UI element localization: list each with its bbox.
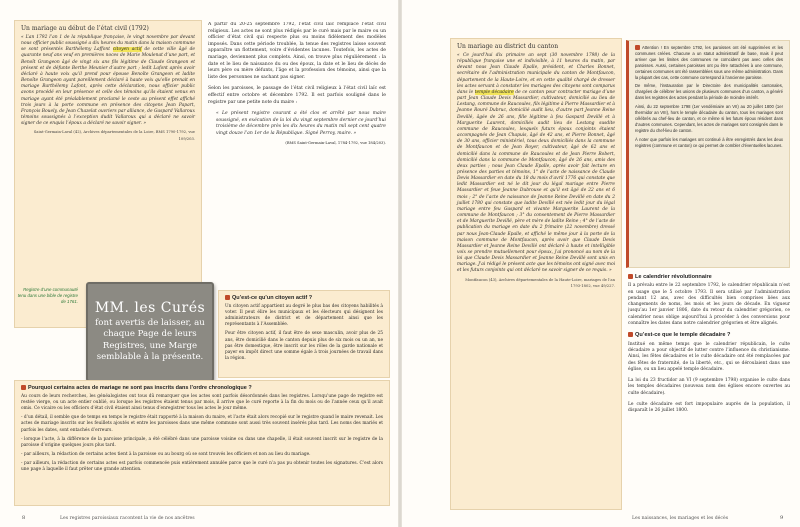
marriage-1792-source: Saint-Germain-Laval (42), Archives départementales de la Loire, BMS 1790-1792, vue 109/203. (33, 130, 195, 141)
paragraph: À noter que parfois les mariages ont continué à être enregistrés dans les deux registres (commune et canton) ce qui permet de combler d’éventuelles lacunes. (635, 136, 783, 148)
temple-title: Qu’est-ce que le temple décadaire ? (628, 332, 790, 338)
page-number-right: 9 (780, 515, 784, 521)
registry-engraving (86, 282, 214, 382)
engraving-text: font avertis de laisser, au chaque Page de leurs Registres, une Marge semblable à la présente. (95, 317, 205, 362)
chronological-order-box (14, 380, 390, 506)
paragraph: Un citoyen actif appartient au degré le plus bas des citoyens habilités à voter. Il peut élire les municipaux et les électeurs qui désignent les administrateurs de district et de département ainsi que les représentants à l’Assemblée. (225, 304, 383, 328)
chronological-order-title: Pourquoi certains actes de mariage ne sont pas inscrits dans l’ordre chronologique ? (21, 385, 383, 391)
registry-quote: « Le présent registre courant a été clos et arrêté par nous maire soussigné, en exécution de la loi du vingt septembre dernier ce jourd’hui troisième de décembre près les dix heures du matin mil sept cent quatre vingt douze l’an 1er de la République. Signé Perroy, maire. » (216, 111, 386, 136)
bullet-icon (628, 332, 633, 337)
paragraph: Selon les paroisses, le passage de l’état civil religieux à l’état civil laïc est effectif entre octobre et décembre 1792. Il est parfois souligné dans le registre par une petite note du maire : (208, 86, 386, 105)
attention-note (626, 40, 790, 268)
paragraph: Au cours de leurs recherches, les généalogistes ont tous dû remarquer que les actes sont parfois désordonnés dans les registres. Lorsqu’une page de registre est restée vierge, ou un acte entier oublié, ou lorsque les registres étaient tenus par mois, il arrive que le curé reporte à la fin du mois ou de l’année ceux qu’il avait omis. Ce vicaire ou les officiers d’état civil étaient ainsi tenus d’enregistrer tous les actes le jour même. (21, 394, 383, 412)
paragraph: La loi du 23 fructidor an VI (9 septembre 1798) organise le culte dans les temples décadaires (nouveau nom des églises encore ouvertes au culte décadaire). (628, 378, 790, 396)
registry-quote-source: (BMS Saint-Germain-Laval, 1784-1792, vue 184/203). (285, 140, 386, 145)
paragraph: De même, l’instauration par le Directoire des municipalités cantonales, chargées de célébrer les unions de plusieurs communes d’un canton, a généré dans les registres des actes pendant la période de moindre intérêt. (635, 83, 783, 101)
paragraph: - par ailleurs, la rédaction de certains actes est parfois commencée puis entièrement annulée parce que le curé n’a pas pu obtenir toutes les signatures. C’est alors une page à laquelle il faut prêter une grande attention. (21, 460, 383, 473)
warning-icon (635, 45, 640, 50)
right-text-column (628, 272, 790, 510)
bullet-icon (628, 274, 633, 279)
citoyen-actif-title: Qu’est-ce qu’un citoyen actif ? (225, 295, 383, 301)
marriage-canton-box (450, 38, 622, 510)
marriage-1792-text: « L’an 1792 l’an 1 de la république française, le vingt novembre par devant nous officier public soussigné a dix heures du matin dans la maison commune se sont présentés Barthélemy Laffont citoyen actif de cette ville âgé de quarante neuf ans veuf en premières noces de Marie Moulenat d’une part, et Benoît Grangeon âgé de vingt six ans fils légitime de Claude Grangeon et présent et de défunte Berthe Meunier d’autre part ; ledit Lafont après avoir déclaré à haute voix qu’il prend pour épouse Benoîte Grangeon et ladite Benoîte Grangeon ayant pareillement déclaré à haute voix qu’elle prenait en mariage Barthélemy Lafont, après cette déclaration, nous officier public avons procédé en leur présence et celle des témoins qu’ils étaient venus en mariage ayant été préalablement proclamé le ceste au présent effet affiché trois jours à la porte commune en présence des citoyens Jean Papart, François Bouely, de Jean Chazelat ouvriers par alliance, de Gaspard Vallaroux témoins soussignés à l’exception dudit Vallaroux qui a déclaré ne savoir signer de ce enquis l’époux a déclaré ne savoir signer. » (21, 35, 196, 127)
running-footer-left: Les registres paroissiaux racontent la vie de nos ancêtres (60, 516, 195, 521)
paragraph: Le culte décadaire est fort impopulaire auprès de la population, il disparaît le 26 juillet 1800. (628, 402, 790, 414)
paragraph: - d’un détail, il semble que de temps en temps le registre était rapporté à la maison du maire, et l’acte était alors recopié sur le registre quand le maire revenait. Les actes de mariage inscrits sur les feuillets ajoutés et entre les paroisses dans une même commune sont aussi très souvent insérés plus tard. Les noms des mariés et parfois les dates, sont entachés d’erreurs. (21, 415, 383, 433)
marriage-canton-title: Un mariage au district du canton (457, 43, 559, 50)
paragraph: À partir du 20-25 septembre 1792, l’état civil laïc remplace l’état civil religieux. Les actes ne sont plus rédigés par le curé mais par le maire ou un officier d’état civil qui respecte plus ou moins fidèlement des modèles imposés. Dans cette période troublée, la tenue des registres laisse souvent apparaître un flottement, voire d’évidentes lacunes. Toutefois, les actes de mariage, deviennent plus complets. Ainsi, on trouve plus régulièrement : la date et le lieu de naissance du ou des époux, la date et le lieu de décès de leurs père ou mère défunts, l’âge et la profession des témoins, ainsi que la liste des personnes ne sachant pas signer. (208, 22, 386, 80)
calendar-title: Le calendrier révolutionnaire (628, 274, 790, 280)
right-page (402, 0, 800, 527)
marriage-canton-source: Montfaucon (43), Archives départementales de la Haute-Loire, mariages de l’an 1793-1802, vue 49/227. (465, 277, 615, 288)
highlighted-term: citoyen actif (112, 47, 142, 53)
paragraph: Ainsi, du 22 septembre 1798 (1er vendémiaire an VII) au 20 juillet 1800 (1er thermidor an VIII), hors le temple décadaire du canton, tous les mariages sont célébrés au chef-lieu de canton, et ce même si les futurs époux résident dans d’autres communes. Cependant, les actes de mariages sont consignés dans le registre du chef-lieu de canton. (635, 104, 783, 133)
engraving-caption: Registre d’une communauté tenu dans une bible de registre de 1761. (17, 287, 78, 304)
paragraph: Il a prévalu entre le 22 septembre 1792, le calendrier républicain n’est en usage que le 5 octobre 1793. Il sera utilisé par l’administration pendant 12 ans, avec des difficultés bien comprises liées aux changements de noms, les mois et les jours de décade. En vigueur jusqu’au 1er janvier 1806, date du retour du calendrier grégorien, ce calendrier nous oblige aujourd’hui à procéder à des conversions pour connaître les dates dans notre calendrier grégorien et être alignés. (628, 283, 790, 327)
left-page (0, 0, 398, 527)
page-number-left: 8 (22, 515, 26, 521)
paragraph: Pour être citoyen actif, il faut être de sexe masculin, avoir plus de 25 ans, être domicilié dans le canton depuis plus de six mois ou un an, ne pas être domestique, être inscrit sur les rôles de la garde nationale et payer en impôt direct une somme égale à trois journées de travail dans la région. (225, 331, 383, 361)
engraving-title: MM. les Curés (94, 299, 206, 316)
paragraph: Attention ! En septembre 1792, les paroisses ont été supprimées et les communes créées. Chacune a un statut administratif de base, mais il peut arriver que les limites des communes ne coïncident pas avec celles des paroisses. Aussi, certaines paroisses ont pu être rattachées à une commune, certaines communes ont été rassemblées sous une même administration. Dans la plupart des cas, cette commune correspond à l’ancienne paroisse. (635, 45, 783, 80)
bullet-icon (21, 385, 26, 390)
paragraph: - par ailleurs, la rédaction de certains actes tient à la paroisse ou au bourg où se sont trouvés les officiers et non au lieu du mariage. (21, 451, 311, 457)
marriage-canton-text: « Ce jourd’hui dix primaire an sept (30 novembre 1798) de la république française une et indivisible, à 11 heures du matin, par devant nous Jean Claude Epalle, président, et Charles Bonnet, secrétaire de l’administration municipale du canton de Montfaucon, département de la Haute-Loire, et en cette qualité chargé de dresser les actes servant à constater les mariages des citoyens sont comparus dans le temple décadaire de ce canton pour contracter mariage d’une part Jean Claude Devis Massardier, cultivateur, domicilié au lieu de Lestang, commune de Raucoules, fils légitime à Pierre Massardier et à Jeanne Rouré Dubruc, domicilié audit lieu, d’autre part Jeanne Reine Devillé, âgée de 26 ans, fille légitime à feu Gaspard Devillé et à Marguerite Laurent, domiciliés audit lieu de Lestang susdite commune de Raucoules, lesquels futurs époux conjoints étaient accompagnés de Jean Chapuis, âgé de 42 ans, et Pierre Bonnet, âgé de 30 ans, officier ministériel, tous deux domiciliés dans la commune de Montfaucon et de Jean Royer, cultivateur, âgé de 62 ans et domicilié dans la commune de Raucoules et de Jean Pierre Robert, domicilié dans la commune de Montfaucon, âgé de 26 ans, amis des deux parties ; nous Jean Claude Epalle, après avoir fait lecture en présence des parties et témoins, 1° de l’acte de naissance de Claude Devis Massardier en date du 18 du mois d’avril 1776 qui constate que ledit Massardier est né le dit jour du légal mariage entre Pierre Massardier et feue Jeanne Dubrouse et qu’il est âgé de 22 ans et 6 mois ; 2° de l’acte de naissance de Jeanne Reine Devillé en date du 2 juillet 1780 qui constate que ladite Devillé est née ledit jour du légal mariage entre feu Gaspard et vivante Marguerite Laurent de la commune de Montfaucon ; 3° du consentement de Pierre Massardier et de Marguerite Devillé, père et mère de ladite Reine ; 4° de l’acte de publication du mariage en date du 2 frimaire (22 novembre) dressé par nous Jean-Claude Epalle, et affiché le même jour à la porte de la maison commune de Montfaucon, après avoir que Claude Devis Massardier et Jeanne Reine Devillé ont déclaré à haute et intelligible voix se prendre mutuellement pour époux, j’ai prononcé au nom de la loi que Claude Devis Massardier et Jeanne Reine Devillé sont unis en mariage. J’ai rédigé le présent acte que les témoins ont signé avec moi et les futurs conjoints qui ont déclaré ne savoir signer de ce requis. » (457, 53, 615, 274)
main-text-column (208, 22, 386, 288)
citoyen-actif-box (218, 290, 390, 378)
bullet-icon (225, 295, 230, 300)
highlighted-term: temple décadaire (474, 89, 514, 95)
paragraph: - lorsque l’acte, à la différence de la paroisse principale, a été célébré dans une paroisse voisine ou dans une chapelle, il était souvent inscrit sur le registre de la paroisse d’origine quelques jours plus tard. (21, 436, 383, 448)
running-footer-right: Les naissances, les mariages et les décès (632, 516, 729, 521)
marriage-1792-title: Un mariage au début de l’état civil (1792) (21, 25, 149, 32)
paragraph: Institué en même temps que le calendrier républicain, le culte décadaire a pour objectif de lutter contre l’influence du christianisme. Ainsi, les fêtes décadaires et le culte décadaire ont été remplacées par des fêtes de fraternité, de la liberté, etc., qui se déroulaient dans une église, ou un lieu appelé temple décadaire. (628, 341, 790, 372)
